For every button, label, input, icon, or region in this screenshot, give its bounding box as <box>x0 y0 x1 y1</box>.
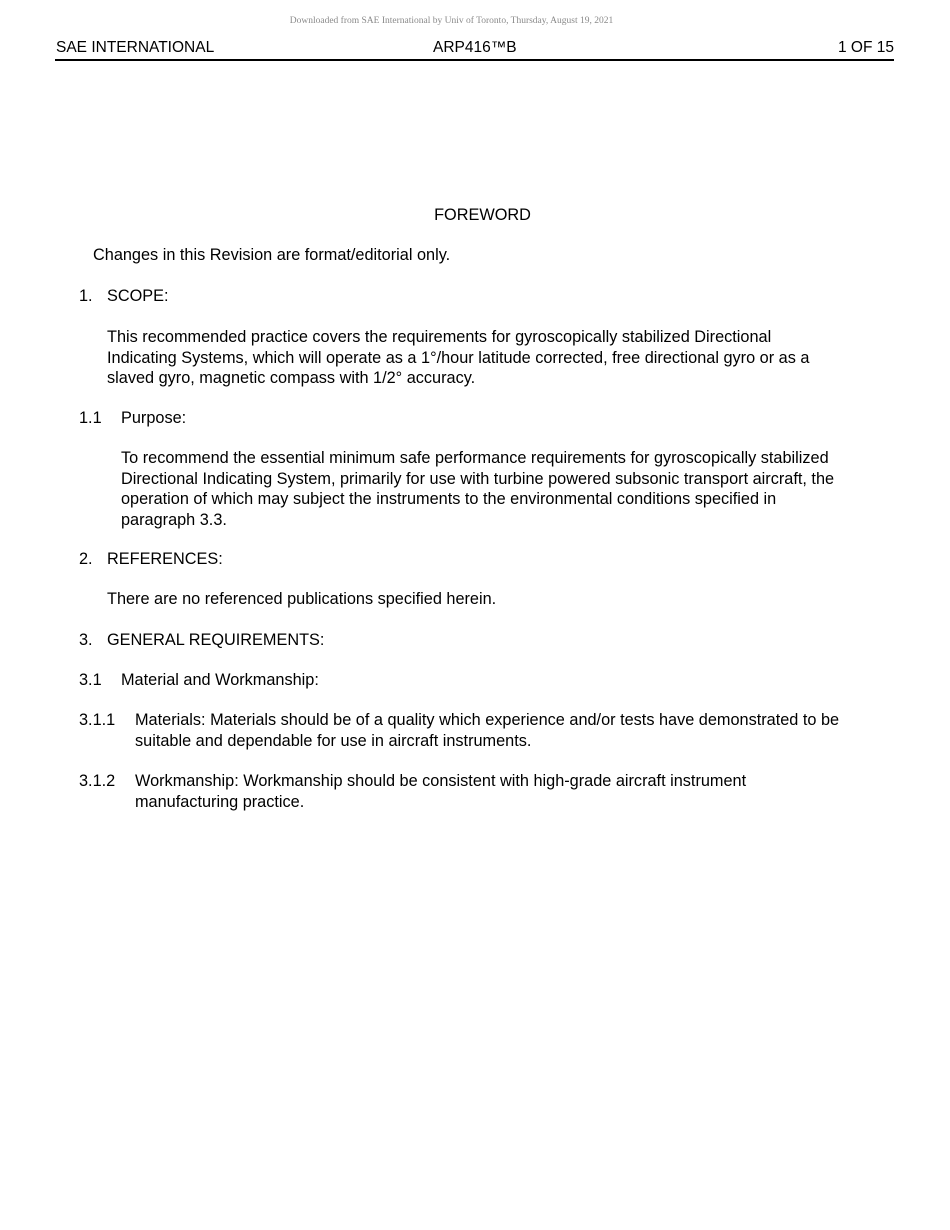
section-number-general: 3. <box>79 631 93 649</box>
text-line: Indicating Systems, which will operate as a 1°/hour latitude corrected, free directional gyro or as a <box>107 348 810 367</box>
text-line: This recommended practice covers the requirements for gyroscopically stabilized Directional <box>107 328 772 346</box>
text-line: manufacturing practice. <box>135 792 305 811</box>
document-number: ARP416™B <box>433 39 517 56</box>
text-line: Workmanship: Workmanship should be consistent with high-grade aircraft instrument <box>135 772 747 790</box>
scope-paragraph <box>107 327 809 389</box>
page-header <box>55 37 894 61</box>
publisher-name: SAE INTERNATIONAL <box>56 39 215 56</box>
section-number-material-workmanship: 3.1 <box>79 671 102 689</box>
section-number-workmanship: 3.1.2 <box>79 772 116 790</box>
purpose-paragraph <box>121 448 834 530</box>
section-heading-references: REFERENCES: <box>107 550 223 568</box>
section-heading-scope: SCOPE: <box>107 287 169 305</box>
text-line: To recommend the essential minimum safe performance requirements for gyroscopically stabilized <box>121 449 829 467</box>
text-line: paragraph 3.3. <box>121 510 227 529</box>
references-text: There are no referenced publications specified herein. <box>107 590 497 608</box>
foreword-title: FOREWORD <box>434 206 531 224</box>
download-watermark: Downloaded from SAE International by Univ of Toronto, Thursday, August 19, 2021 <box>289 16 614 26</box>
section-number-references: 2. <box>79 550 93 568</box>
text-line: suitable and dependable for use in aircraft instruments. <box>135 731 532 750</box>
section-heading-material-workmanship: Material and Workmanship: <box>121 671 319 689</box>
section-number-scope: 1. <box>79 287 93 305</box>
text-line: Materials: Materials should be of a quality which experience and/or tests have demonstrated to be <box>135 711 840 729</box>
page-number: 1 OF 15 <box>838 39 894 56</box>
materials-paragraph <box>135 710 839 751</box>
text-line: operation of which may subject the instruments to the environmental conditions specified in <box>121 490 777 508</box>
workmanship-paragraph <box>135 771 746 812</box>
text-line: Directional Indicating System, primarily for use with turbine powered subsonic transport aircraft, the <box>121 469 835 488</box>
section-heading-purpose: Purpose: <box>121 409 187 427</box>
foreword-text: Changes in this Revision are format/editorial only. <box>93 246 451 264</box>
section-number-materials: 3.1.1 <box>79 711 116 729</box>
text-line: slaved gyro, magnetic compass with 1/2° accuracy. <box>107 369 476 387</box>
section-number-purpose: 1.1 <box>79 409 102 427</box>
section-heading-general: GENERAL REQUIREMENTS: <box>107 631 325 649</box>
